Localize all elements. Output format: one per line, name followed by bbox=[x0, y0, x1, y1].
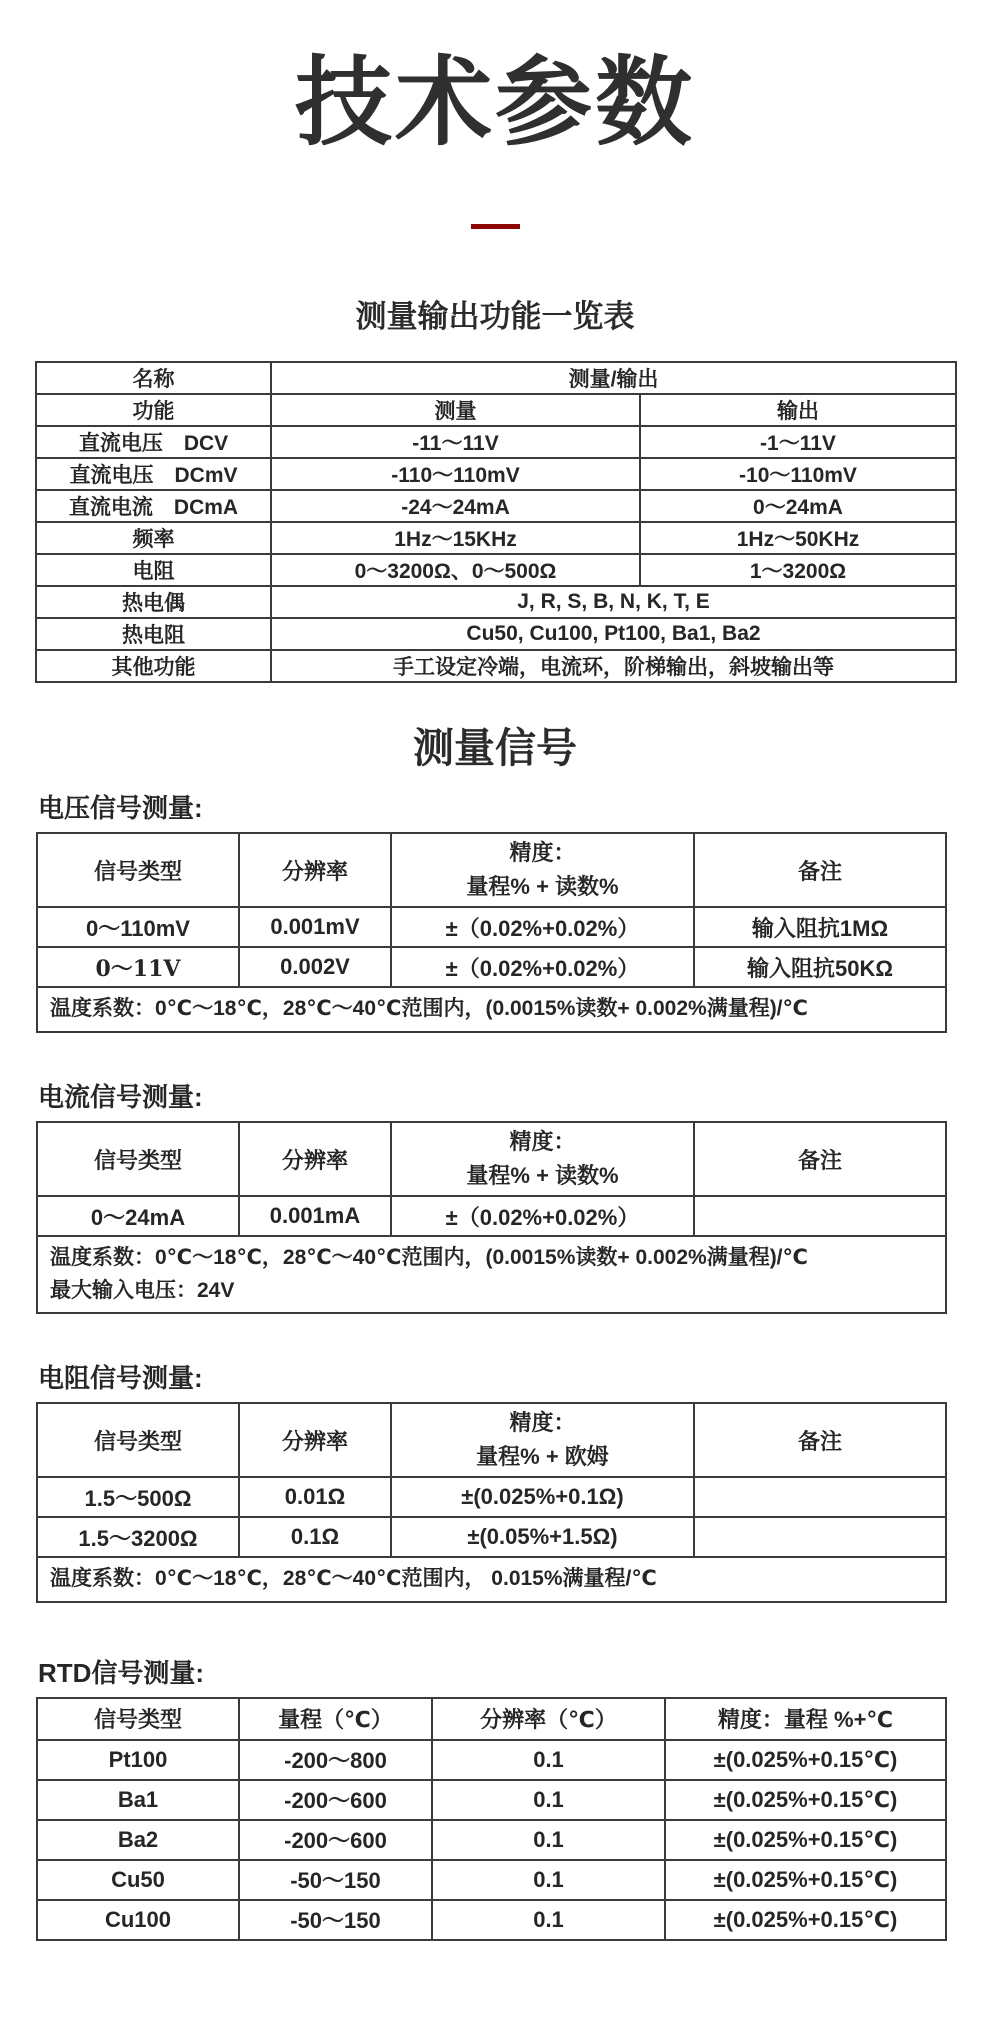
cell-accuracy: ±(0.025%+0.15℃) bbox=[665, 1820, 946, 1860]
cell-func-output: 输出 bbox=[640, 394, 956, 426]
cell-resolution: 0.002V bbox=[239, 947, 391, 987]
cell-label: 直流电压 DCV bbox=[36, 426, 271, 458]
header-signal-type: 信号类型 bbox=[37, 1122, 239, 1196]
cell-accuracy: ±（0.02%+0.02%） bbox=[391, 1196, 694, 1236]
cell-signal-type: Pt100 bbox=[37, 1740, 239, 1780]
header-accuracy-line2: 量程% + 读数% bbox=[466, 1163, 619, 1188]
table-row bbox=[36, 554, 956, 586]
cell-signal-type: Cu50 bbox=[37, 1860, 239, 1900]
table-header-row bbox=[37, 1122, 946, 1196]
table-footer-row bbox=[37, 1236, 946, 1313]
cell-temperature-coefficient bbox=[37, 1236, 946, 1313]
header-accuracy-line2: 量程% + 欧姆 bbox=[476, 1444, 609, 1470]
table-row bbox=[36, 458, 956, 490]
overview-table-title: 测量输出功能一览表 bbox=[355, 299, 635, 335]
page-title: 技术参数 bbox=[295, 48, 695, 157]
header-resolution: 分辨率 bbox=[239, 1122, 391, 1196]
table-row bbox=[36, 650, 956, 682]
table-row bbox=[36, 362, 956, 394]
cell-measure: -110～110mV bbox=[271, 458, 640, 490]
header-note: 备注 bbox=[694, 1403, 946, 1477]
cell-label: 其他功能 bbox=[36, 650, 271, 682]
current-section-label: 电流信号测量: bbox=[38, 1082, 203, 1112]
cell-signal-type: 0～24mA bbox=[37, 1196, 239, 1236]
cell-temperature-coefficient: 温度系数：0℃～18℃，28℃～40℃范围内，(0.0015%读数+ 0.002%满量程)/℃ bbox=[37, 987, 946, 1032]
cell-signal-type: 0～11V bbox=[37, 947, 239, 987]
cell-accuracy: ±(0.025%+0.15℃) bbox=[665, 1740, 946, 1780]
header-accuracy bbox=[391, 833, 694, 907]
table-row bbox=[37, 1517, 946, 1557]
cell-signal-type: Ba1 bbox=[37, 1780, 239, 1820]
cell-name-label: 名称 bbox=[36, 362, 271, 394]
cell-merged-value: J, R, S, B, N, K, T, E bbox=[271, 586, 956, 618]
header-resolution: 分辨率 bbox=[239, 1403, 391, 1477]
cell-signal-type: 1.5～3200Ω bbox=[37, 1517, 239, 1557]
table-row bbox=[36, 522, 956, 554]
current-table bbox=[36, 1121, 947, 1314]
header-signal-type: 信号类型 bbox=[37, 833, 239, 907]
header-accuracy-line1: 精度： bbox=[509, 1410, 576, 1435]
cell-output: -1～11V bbox=[640, 426, 956, 458]
cell-output: 1Hz～50KHz bbox=[640, 522, 956, 554]
cell-resolution: 0.1 bbox=[432, 1780, 665, 1820]
cell-range: -200～800 bbox=[239, 1740, 432, 1780]
header-note: 备注 bbox=[694, 1122, 946, 1196]
cell-merged-value: 手工设定冷端，电流环，阶梯输出，斜坡输出等 bbox=[271, 650, 956, 682]
cell-accuracy: ±(0.025%+0.15℃) bbox=[665, 1860, 946, 1900]
cell-accuracy: ±（0.02%+0.02%） bbox=[391, 907, 694, 947]
title-underline bbox=[471, 224, 520, 229]
voltage-section-label: 电压信号测量: bbox=[38, 793, 203, 824]
table-row bbox=[36, 426, 956, 458]
table-row bbox=[37, 1860, 946, 1900]
cell-signal-type: 0～110mV bbox=[37, 907, 239, 947]
header-signal-type: 信号类型 bbox=[37, 1698, 239, 1740]
cell-note: 输入阻抗50KΩ bbox=[694, 947, 946, 987]
cell-label: 直流电压 DCmV bbox=[36, 458, 271, 490]
cell-output: 1～3200Ω bbox=[640, 554, 956, 586]
header-range: 量程（℃） bbox=[239, 1698, 432, 1740]
header-accuracy-line1: 精度： bbox=[509, 1128, 576, 1154]
cell-measure: -11～11V bbox=[271, 426, 640, 458]
cell-measure: 0～3200Ω、0～500Ω bbox=[271, 554, 640, 586]
resistance-table bbox=[36, 1402, 947, 1603]
cell-resolution: 0.1 bbox=[432, 1820, 665, 1860]
cell-resolution: 0.1Ω bbox=[239, 1517, 391, 1557]
cell-note bbox=[694, 1196, 946, 1236]
table-row bbox=[37, 1196, 946, 1236]
cell-measure: -24～24mA bbox=[271, 490, 640, 522]
table-footer-row bbox=[37, 1557, 946, 1602]
table-row bbox=[36, 618, 956, 650]
cell-note: 输入阻抗1MΩ bbox=[694, 907, 946, 947]
cell-output: -10～110mV bbox=[640, 458, 956, 490]
header-resolution: 分辨率（℃） bbox=[432, 1698, 665, 1740]
cell-output: 0～24mA bbox=[640, 490, 956, 522]
cell-note bbox=[694, 1517, 946, 1557]
rtd-section-label: RTD信号测量: bbox=[38, 1657, 205, 1688]
table-row bbox=[36, 586, 956, 618]
signals-section-title: 测量信号 bbox=[413, 725, 577, 772]
cell-label: 电阻 bbox=[36, 554, 271, 586]
resistance-section-label: 电阻信号测量: bbox=[38, 1363, 203, 1394]
cell-signal-type: 1.5～500Ω bbox=[37, 1477, 239, 1517]
cell-range: -50～150 bbox=[239, 1900, 432, 1940]
header-accuracy: 精度：量程 %+℃ bbox=[665, 1698, 946, 1740]
voltage-table bbox=[36, 832, 947, 1033]
header-accuracy-line1: 精度： bbox=[509, 840, 576, 866]
header-accuracy bbox=[391, 1122, 694, 1196]
footer-line-1: 温度系数：0℃～18℃，28℃～40℃范围内，(0.0015%读数+ 0.002%满量程)/℃ bbox=[50, 1246, 808, 1269]
cell-accuracy: ±(0.05%+1.5Ω) bbox=[391, 1517, 694, 1557]
overview-table bbox=[35, 361, 957, 683]
cell-range: -200～600 bbox=[239, 1780, 432, 1820]
cell-resolution: 0.001mV bbox=[239, 907, 391, 947]
cell-label: 热电阻 bbox=[36, 618, 271, 650]
cell-resolution: 0.1 bbox=[432, 1900, 665, 1940]
cell-label: 频率 bbox=[36, 522, 271, 554]
cell-name-value: 测量/输出 bbox=[271, 362, 956, 394]
cell-note bbox=[694, 1477, 946, 1517]
table-row bbox=[36, 394, 956, 426]
table-footer-row bbox=[37, 987, 946, 1032]
page bbox=[0, 46, 990, 1941]
table-row bbox=[37, 907, 946, 947]
table-row bbox=[36, 490, 956, 522]
table-row bbox=[37, 1477, 946, 1517]
cell-measure: 1Hz～15KHz bbox=[271, 522, 640, 554]
table-header-row bbox=[37, 1698, 946, 1740]
cell-label: 热电偶 bbox=[36, 586, 271, 618]
cell-label: 直流电流 DCmA bbox=[36, 490, 271, 522]
cell-accuracy: ±(0.025%+0.15℃) bbox=[665, 1780, 946, 1820]
header-note: 备注 bbox=[694, 833, 946, 907]
table-header-row bbox=[37, 1403, 946, 1477]
cell-signal-type: Cu100 bbox=[37, 1900, 239, 1940]
cell-accuracy: ±（0.02%+0.02%） bbox=[391, 947, 694, 987]
header-accuracy bbox=[391, 1403, 694, 1477]
table-row bbox=[37, 1780, 946, 1820]
cell-range: -200～600 bbox=[239, 1820, 432, 1860]
table-row bbox=[37, 1900, 946, 1940]
cell-resolution: 0.001mA bbox=[239, 1196, 391, 1236]
cell-signal-type: Ba2 bbox=[37, 1820, 239, 1860]
table-row bbox=[37, 947, 946, 987]
cell-func-measure: 测量 bbox=[271, 394, 640, 426]
header-resolution: 分辨率 bbox=[239, 833, 391, 907]
rtd-table bbox=[36, 1697, 947, 1941]
header-signal-type: 信号类型 bbox=[37, 1403, 239, 1477]
cell-temperature-coefficient: 温度系数：0℃～18℃，28℃～40℃范围内， 0.015%满量程/℃ bbox=[37, 1557, 946, 1602]
table-header-row bbox=[37, 833, 946, 907]
cell-accuracy: ±(0.025%+0.15℃) bbox=[665, 1900, 946, 1940]
header-accuracy-line2: 量程% + 读数% bbox=[466, 874, 619, 900]
cell-merged-value: Cu50, Cu100, Pt100, Ba1, Ba2 bbox=[271, 618, 956, 650]
cell-resolution: 0.1 bbox=[432, 1740, 665, 1780]
cell-resolution: 0.01Ω bbox=[239, 1477, 391, 1517]
footer-line-2: 最大输入电压：24V bbox=[50, 1278, 235, 1302]
table-row bbox=[37, 1740, 946, 1780]
cell-range: -50～150 bbox=[239, 1860, 432, 1900]
cell-accuracy: ±(0.025%+0.1Ω) bbox=[391, 1477, 694, 1517]
cell-resolution: 0.1 bbox=[432, 1860, 665, 1900]
table-row bbox=[37, 1820, 946, 1860]
cell-func-label: 功能 bbox=[36, 394, 271, 426]
